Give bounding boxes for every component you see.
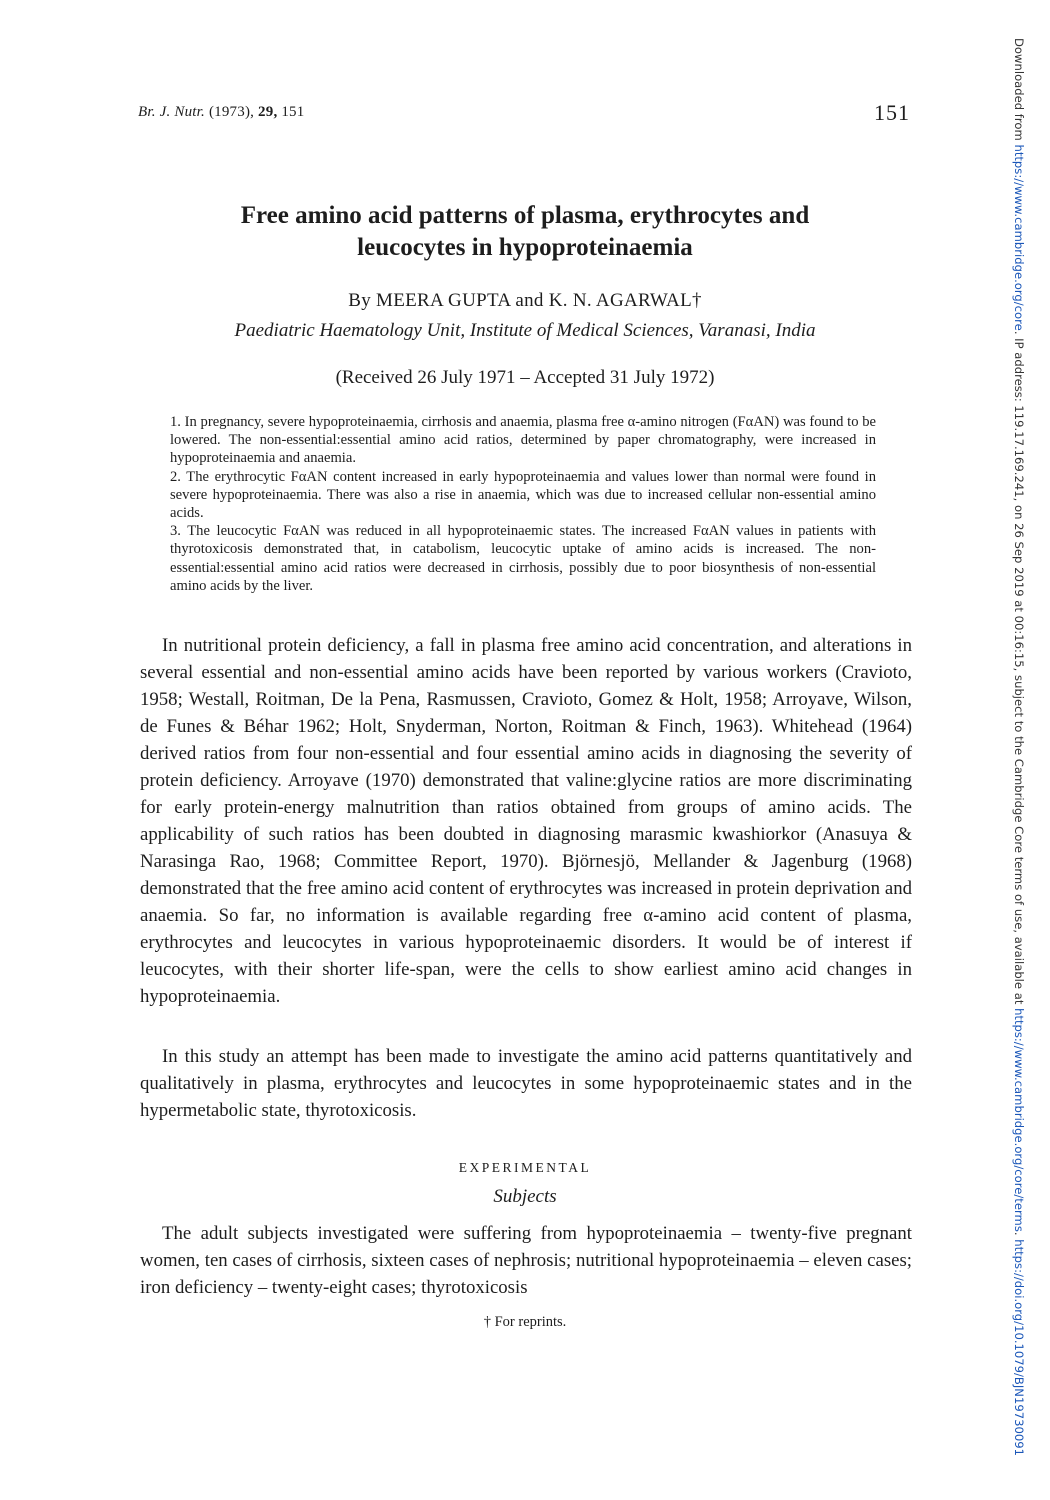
title-line-2: leucocytes in hypoproteinaemia: [357, 234, 693, 261]
body-paragraph-1-block: [140, 632, 912, 1010]
article-title: [140, 200, 910, 264]
subsection-heading: Subjects: [493, 1186, 557, 1207]
terms-link[interactable]: https://www.cambridge.org/core/terms: [1012, 1008, 1026, 1232]
cambridge-core-link[interactable]: https://www.cambridge.org/core: [1012, 144, 1026, 331]
footnote: † For reprints.: [483, 1314, 567, 1330]
title-line-1: Free amino acid patterns of plasma, erythrocytes and: [240, 202, 810, 229]
page-number: 151: [874, 100, 910, 125]
section-heading: EXPERIMENTAL: [458, 1160, 592, 1175]
body-paragraph-3: The adult subjects investigated were suffering from hypoproteinaemia – twenty-five pregnant women, ten cases of cirrhosis, sixteen cases of nephrosis; nutritional hypoproteinaemia – eleven cases; iron deficiency – twenty-eight cases; thyrotoxicosis: [140, 1223, 912, 1298]
doi-link[interactable]: https://doi.org/10.1079/BJN19730091: [1012, 1239, 1026, 1456]
body-paragraph-2-block: [140, 1043, 912, 1124]
journal-year: (1973),: [208, 104, 255, 120]
journal-volume: 29,: [258, 104, 278, 120]
journal-citation: [138, 104, 304, 121]
received-dates: (Received 26 July 1971 – Accepted 31 July 1972): [335, 367, 715, 388]
abstract: [170, 413, 876, 595]
affiliation: Paediatric Haematology Unit, Institute of Medical Sciences, Varanasi, India: [234, 320, 816, 341]
authors: By MEERA GUPTA and K. N. AGARWAL†: [348, 290, 702, 311]
body-paragraph-2: In this study an attempt has been made to investigate the amino acid patterns quantitatively and qualitatively in plasma, erythrocytes and leucocytes in some hypoproteinaemic states and in the hypermetabolic state, thyrotoxicosis.: [140, 1046, 912, 1121]
journal-page-ref: 151: [281, 104, 305, 120]
body-paragraph-1: In nutritional protein deficiency, a fall in plasma free amino acid concentration, and alterations in several essential and non-essential amino acids have been reported by various workers (Cravioto, 1958; Westall, Roitman, De la Pena, Rasmussen, Cravioto, Gomez & Holt, 1958; Arroyave, Wilson, de Funes & Béhar 1962; Holt, Snyderman, Norton, Roitman & Finch, 1963). Whitehead (1964) derived ratios from four non-essential and four essential amino acids in diagnosing the severity of protein deficiency. Arroyave (1970) demonstrated that valine:glycine ratios are more discriminating for early protein-energy malnutrition than ratios obtained from groups of amino acids. The applicability of such ratios has been doubted in diagnosing marasmic kwashiorkor (Anasuya & Narasinga Rao, 1968; Committee Report, 1970). Björnesjö, Mellander & Jagenburg (1968) demonstrated that the free amino acid content of erythrocytes was increased in protein deprivation and anaemia. So far, no information is available regarding free α-amino acid content of plasma, erythrocytes and leucocytes in various hypoproteinaemic disorders. It would be of interest if leucocytes, with their shorter life-span, were the cells to show earliest amino acid changes in hypoproteinaemia.: [140, 635, 912, 1007]
download-notice: Downloaded from https://www.cambridge.org/core. IP address: 119.17.169.241, on 26 Sep 2019 at 00:16:15, subject to the Cambridge Core terms of use, available at https://www.cambridge.org/core/terms. https://doi.org/10.1079/BJN19730091: [1012, 38, 1026, 1456]
abstract-item-1: 1. In pregnancy, severe hypoproteinaemia, cirrhosis and anaemia, plasma free α-amino nitrogen (FαAN) was found to be lowered. The non-essential:essential amino acid ratios, determined by paper chromatography, were increased in hypoproteinaemia and anaemia.: [170, 414, 876, 467]
abstract-item-3: 3. The leucocytic FαAN was reduced in all hypoproteinaemic states. The increased FαAN values in patients with thyrotoxicosis demonstrated that, in catabolism, leucocytic uptake of amino acids is increased. The non-essential:essential amino acid ratios were decreased in cirrhosis, possibly due to poor biosynthesis of non-essential amino acids by the liver.: [170, 523, 876, 594]
journal-abbrev: Br. J. Nutr.: [138, 104, 205, 120]
download-notice-sidebar: [1012, 38, 1034, 1468]
body-paragraph-3-block: [140, 1220, 912, 1301]
abstract-item-2: 2. The erythrocytic FαAN content increased in early hypoproteinaemia and values lower than normal were found in severe hypoproteinaemia. There was also a rise in anaemia, which was due to increased cellular non-essential amino acids.: [170, 468, 876, 522]
